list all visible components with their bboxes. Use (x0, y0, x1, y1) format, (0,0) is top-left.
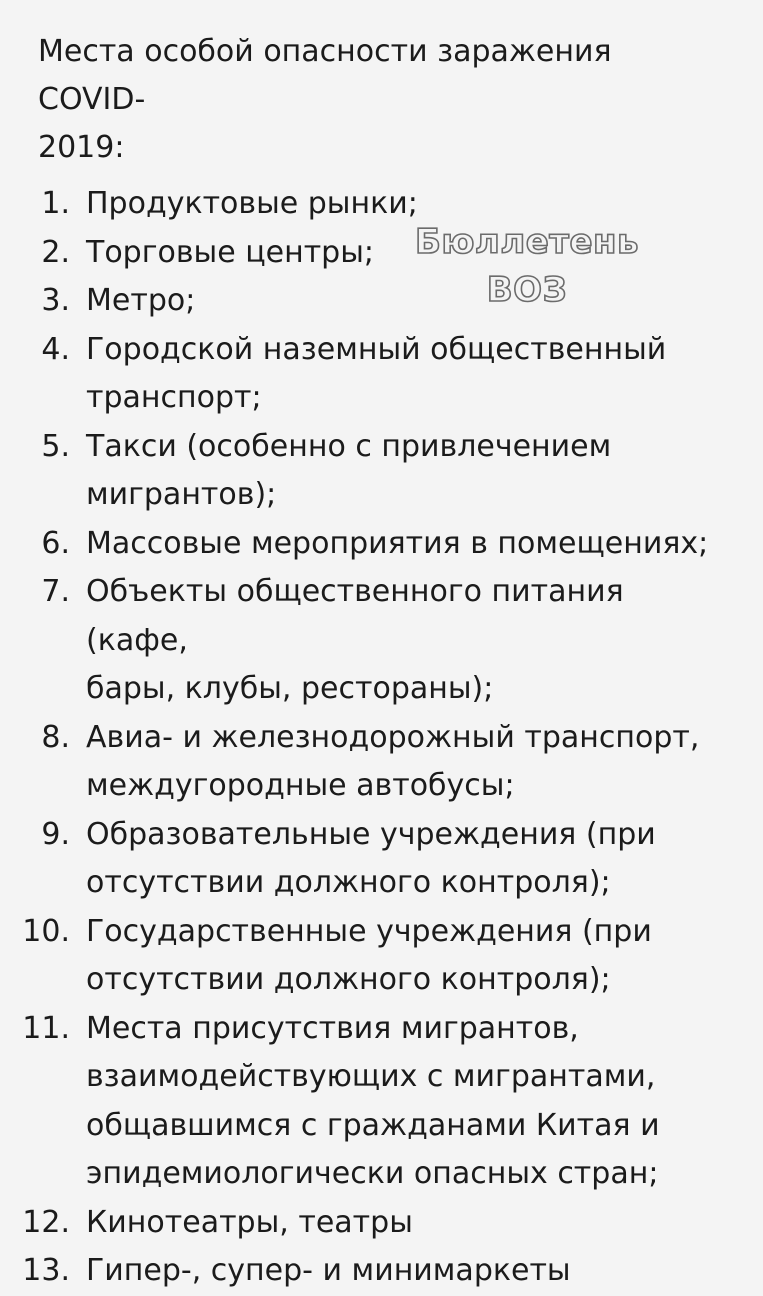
list-item (0, 568, 763, 714)
list-item (0, 520, 763, 569)
list-item-number: 4. (41, 331, 70, 367)
list-item (0, 1247, 763, 1296)
list-item-number: 7. (41, 574, 70, 609)
places-list (0, 180, 763, 1296)
watermark-label: Бюллетень ВОЗ (414, 222, 640, 310)
list-item-text: Образовательные учреждения (при отсутствии должного контроля); (86, 816, 656, 900)
list-item (0, 1005, 763, 1199)
list-item-number: 11. (22, 1010, 70, 1046)
list-item-text: Массовые мероприятия в помещениях; (86, 525, 709, 561)
list-item-number: 6. (41, 525, 70, 561)
list-item (0, 714, 763, 811)
list-item-text: Кинотеатры, театры (86, 1204, 413, 1240)
list-item (0, 1199, 763, 1248)
list-item-number: 9. (41, 816, 70, 852)
list-item-text: Продуктовые рынки; (86, 186, 418, 221)
list-item (0, 908, 763, 1005)
list-item-text: Метро; (86, 283, 196, 318)
list-item-text: Торговые центры; (86, 234, 375, 270)
list-item-number: 5. (41, 428, 70, 464)
list-item-text: Городской наземный общественный транспорт; (86, 331, 667, 415)
list-item (0, 326, 763, 423)
list-item-number: 10. (22, 913, 70, 949)
list-item-text: Объекты общественного питания (кафе, бары, клубы, рестораны); (86, 574, 624, 706)
list-item-text: Государственные учреждения (при отсутствии должного контроля); (86, 913, 652, 997)
list-item-text: Такси (особенно с привлечением мигрантов); (86, 428, 612, 512)
list-item-number: 12. (22, 1204, 70, 1240)
list-item-text: Места присутствия мигрантов, взаимодействующих с мигрантами, общавшимся с гражданами Китая и эпидемиологически опасных стран; (86, 1010, 660, 1191)
list-item-number: 2. (41, 234, 70, 270)
list-item (0, 423, 763, 520)
document-heading: Места особой опасности заражения COVID- 2019: (38, 34, 612, 165)
list-item-text: Гипер-, супер- и минимаркеты (86, 1253, 571, 1288)
list-item-text: Авиа- и железнодорожный транспорт, междугородные автобусы; (86, 719, 700, 803)
list-item (0, 811, 763, 908)
list-item-number: 13. (22, 1253, 70, 1288)
list-item-number: 3. (41, 283, 70, 318)
list-item-number: 8. (41, 719, 70, 755)
list-item-number: 1. (41, 186, 70, 221)
